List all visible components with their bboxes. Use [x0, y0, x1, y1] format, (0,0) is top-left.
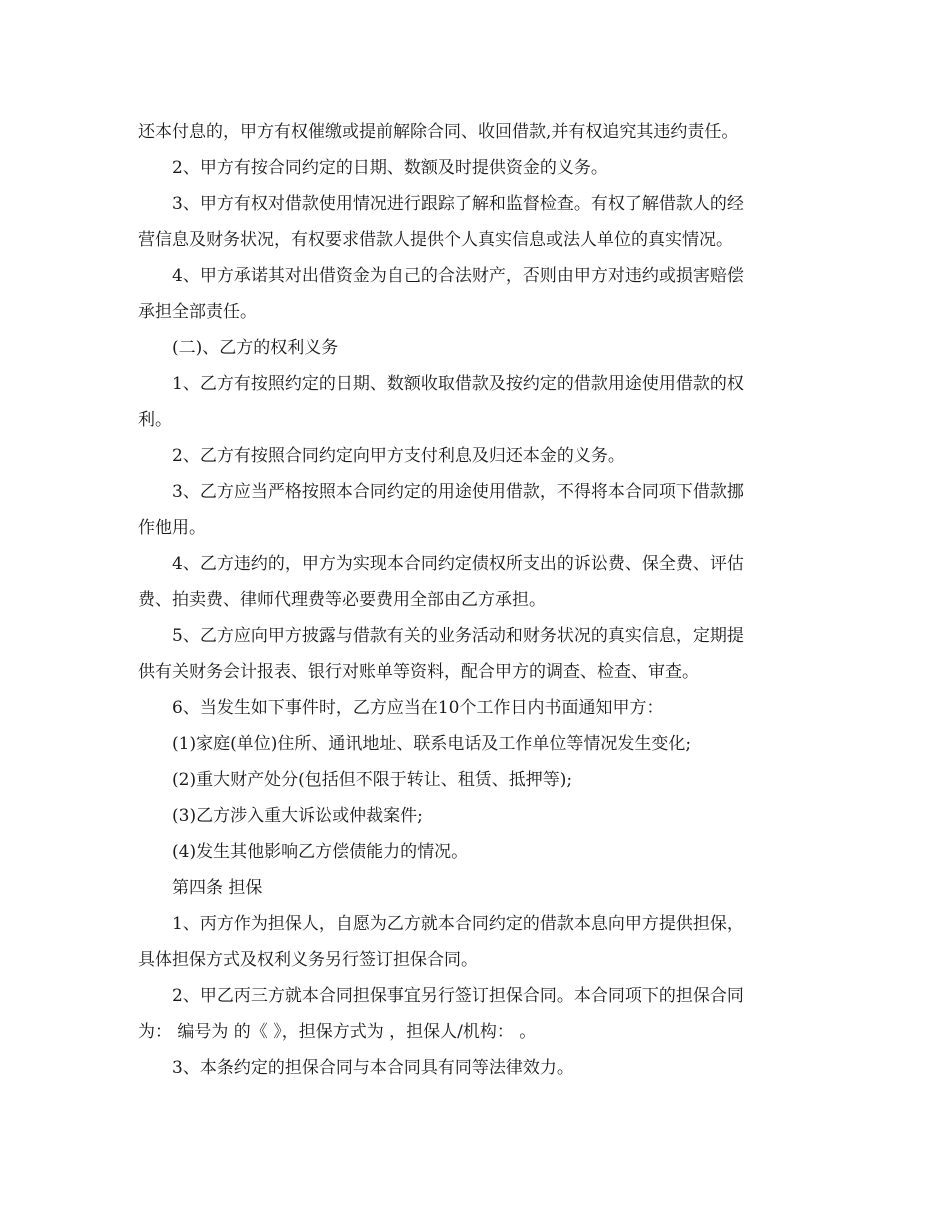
paragraph-line: 供有关财务会计报表、银行对账单等资料，配合甲方的调查、检查、审查。 — [138, 662, 699, 682]
paragraph-line: 4、乙方违约的，甲方为实现本合同约定债权所支出的诉讼费、保全费、评估 — [172, 554, 744, 574]
paragraph-line: 还本付息的，甲方有权催缴或提前解除合同、收回借款,并有权追究其违约责任。 — [138, 122, 739, 142]
paragraph-line: 3、甲方有权对借款使用情况进行跟踪了解和监督检查。有权了解借款人的经 — [172, 194, 744, 214]
paragraph — [138, 726, 818, 762]
paragraph-line: 为： 编号为 的《 》，担保方式为 ，担保人/机构： 。 — [138, 1022, 537, 1042]
paragraph — [138, 978, 818, 1050]
paragraph-line: (1)家庭(单位)住所、通讯地址、联系电话及工作单位等情况发生变化; — [172, 734, 692, 754]
paragraph — [138, 798, 818, 834]
paragraph — [138, 330, 818, 366]
paragraph — [138, 258, 818, 330]
paragraph-line: 3、本条约定的担保合同与本合同具有同等法律效力。 — [172, 1058, 574, 1078]
paragraph — [138, 618, 818, 690]
paragraph-line: 3、乙方应当严格按照本合同约定的用途使用借款，不得将本合同项下借款挪 — [172, 482, 744, 502]
paragraph-line: 费、拍卖费、律师代理费等必要费用全部由乙方承担。 — [138, 590, 546, 610]
paragraph-line: 利。 — [138, 410, 172, 430]
paragraph-line: 2、甲乙丙三方就本合同担保事宜另行签订担保合同。本合同项下的担保合同 — [172, 986, 744, 1006]
paragraph — [138, 438, 818, 474]
paragraph-line: 承担全部责任。 — [138, 302, 257, 322]
paragraph — [138, 150, 818, 186]
paragraph — [138, 546, 818, 618]
paragraph — [138, 870, 818, 906]
paragraph — [138, 1050, 818, 1086]
paragraph-line: 2、甲方有按合同约定的日期、数额及时提供资金的义务。 — [172, 158, 608, 178]
paragraph — [138, 834, 818, 870]
paragraph — [138, 690, 818, 726]
paragraph-line: 4、甲方承诺其对出借资金为自己的合法财产，否则由甲方对违约或损害赔偿 — [172, 266, 744, 286]
paragraph-line: 2、乙方有按照合同约定向甲方支付利息及归还本金的义务。 — [172, 446, 625, 466]
paragraph — [138, 906, 818, 978]
paragraph — [138, 114, 818, 150]
paragraph-line: (2)重大财产处分(包括但不限于转让、租赁、抵押等); — [172, 770, 573, 790]
paragraph-line: 第四条 担保 — [172, 878, 263, 898]
paragraph — [138, 366, 818, 438]
paragraph-line: 6、当发生如下事件时，乙方应当在10个工作日内书面通知甲方： — [172, 698, 664, 718]
document-body — [138, 114, 818, 1086]
paragraph-line: 5、乙方应向甲方披露与借款有关的业务活动和财务状况的真实信息，定期提 — [172, 626, 744, 646]
paragraph-line: (二)、乙方的权利义务 — [172, 338, 339, 358]
paragraph-line: 作他用。 — [138, 518, 206, 538]
paragraph-line: 1、丙方作为担保人，自愿为乙方就本合同约定的借款本息向甲方提供担保， — [172, 914, 744, 934]
paragraph-line: (4)发生其他影响乙方偿债能力的情况。 — [172, 842, 469, 862]
paragraph-line: (3)乙方涉入重大诉讼或仲裁案件; — [172, 806, 423, 826]
paragraph — [138, 186, 818, 258]
paragraph — [138, 762, 818, 798]
paragraph-line: 具体担保方式及权利义务另行签订担保合同。 — [138, 950, 478, 970]
paragraph-line: 营信息及财务状况，有权要求借款人提供个人真实信息或法人单位的真实情况。 — [138, 230, 733, 250]
paragraph-line: 1、乙方有按照约定的日期、数额收取借款及按约定的借款用途使用借款的权 — [172, 374, 744, 394]
paragraph — [138, 474, 818, 546]
